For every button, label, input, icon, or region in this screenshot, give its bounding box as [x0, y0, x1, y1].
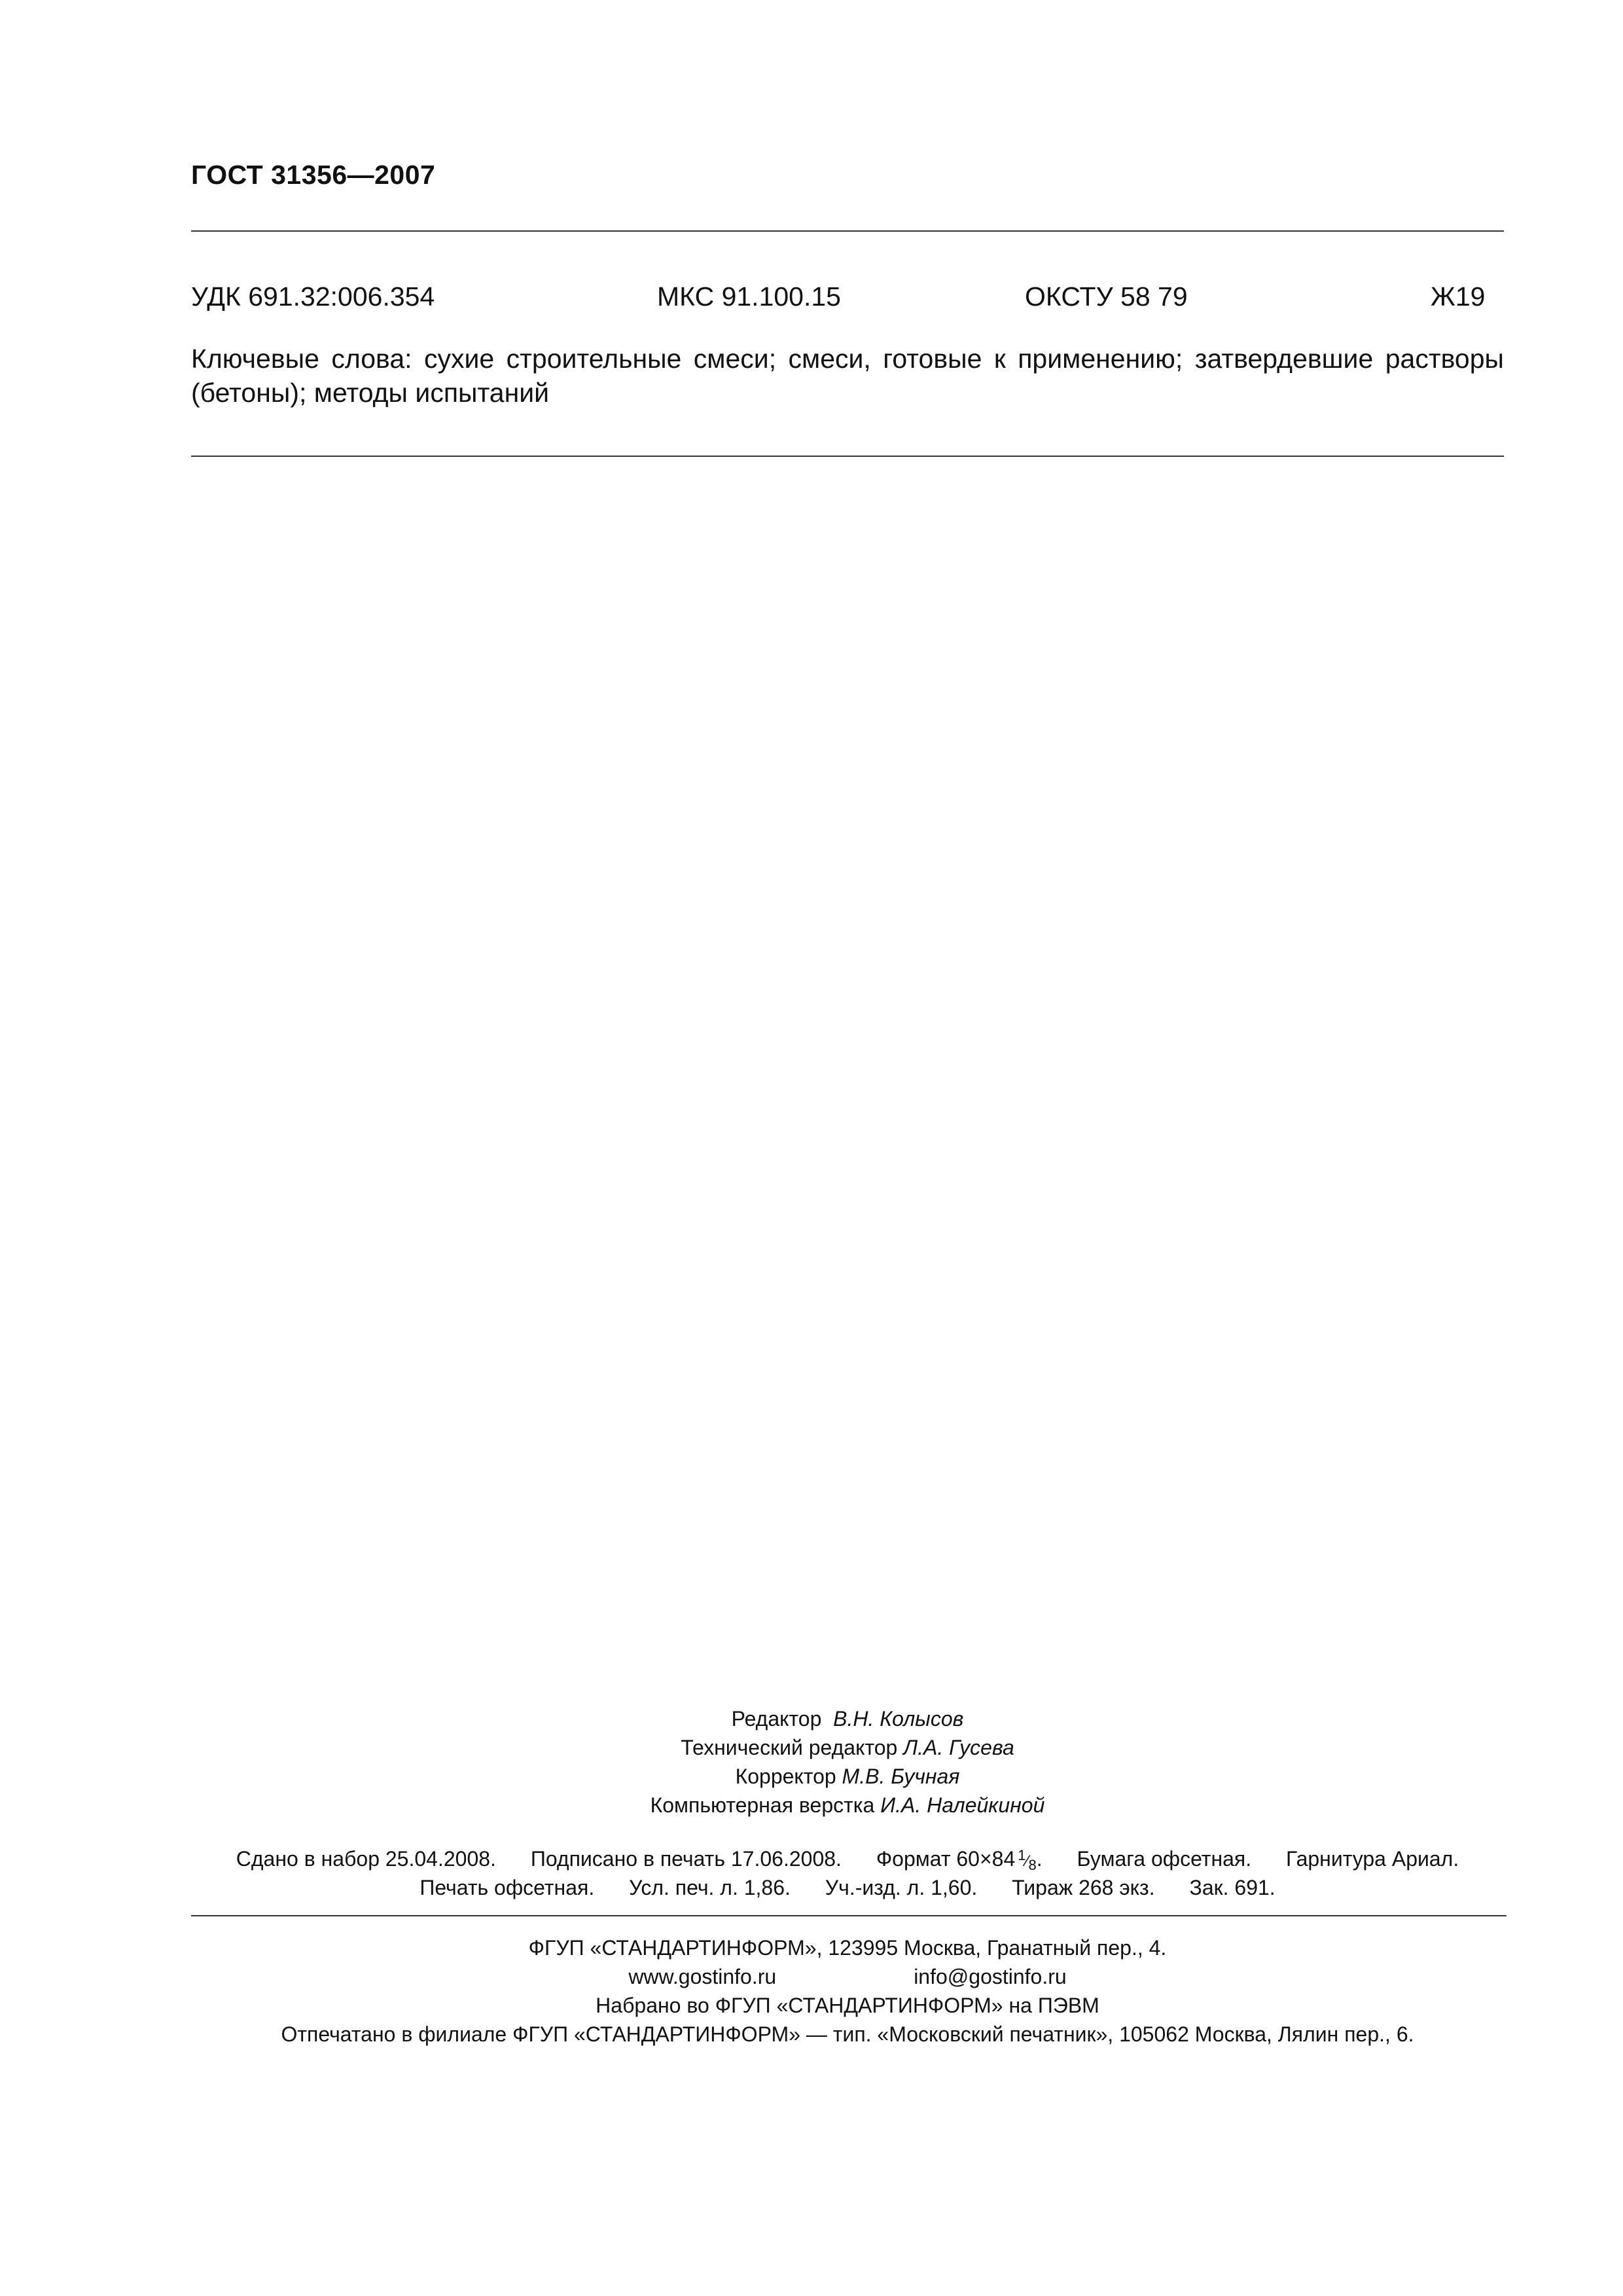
credit-editor [191, 1704, 1504, 1733]
credit-person: Л.А. Гусева [903, 1736, 1014, 1759]
okstu-code: ОКСТУ 58 79 [1025, 281, 1188, 312]
website-link[interactable]: www.gostinfo.ru [628, 1965, 777, 1988]
credit-role: Технический редактор [681, 1736, 898, 1759]
format-numerator: 1 [1018, 1847, 1026, 1864]
paper-info: Бумага офсетная. [1077, 1847, 1252, 1871]
keywords-divider [191, 456, 1504, 457]
credit-role: Компьютерная верстка [650, 1793, 875, 1817]
credits-block [191, 1704, 1504, 1820]
standard-code: ГОСТ 31356—2007 [191, 160, 436, 190]
publisher-contacts [191, 1965, 1504, 1989]
publisher-address: ФГУП «СТАНДАРТИНФОРМ», 123995 Москва, Гранатный пер., 4. [528, 1936, 1167, 1960]
credit-person: И.А. Налейкиной [880, 1793, 1045, 1817]
credit-layout [191, 1791, 1504, 1820]
print-info-line-2 [191, 1876, 1504, 1900]
email-link[interactable]: info@gostinfo.ru [914, 1965, 1067, 1988]
credit-person: М.В. Бучная [842, 1765, 960, 1788]
typeface-info: Гарнитура Ариал. [1286, 1847, 1459, 1871]
footer-divider [191, 1915, 1507, 1916]
udk-code: УДК 691.32:006.354 [191, 281, 435, 312]
signed-date: Подписано в печать 17.06.2008. [530, 1847, 842, 1871]
credit-tech-editor [191, 1733, 1504, 1762]
uch-izd: Уч.-изд. л. 1,60. [825, 1876, 978, 1899]
credit-person: В.Н. Колысов [833, 1707, 964, 1731]
format-denominator: 8 [1028, 1856, 1037, 1873]
print-info-line-1 [191, 1847, 1504, 1873]
printed-info: Отпечатано в филиале ФГУП «СТАНДАРТИНФОРМ» — тип. «Московский печатник», 105062 Москва, Лялин пер., 6. [281, 2022, 1414, 2046]
submitted-date: Сдано в набор 25.04.2008. [236, 1847, 496, 1871]
mks-code: МКС 91.100.15 [657, 281, 841, 312]
group-code: Ж19 [1431, 281, 1486, 312]
typeset-info: Набрано во ФГУП «СТАНДАРТИНФОРМ» на ПЭВМ [596, 1994, 1099, 2017]
credit-role: Редактор [731, 1707, 822, 1731]
credit-proofreader [191, 1762, 1504, 1791]
format-info: Формат 60×84 $^1⁄_8$. [876, 1847, 1043, 1873]
order-number: Зак. 691. [1189, 1876, 1275, 1899]
tirazh: Тираж 268 экз. [1012, 1876, 1155, 1899]
credit-role: Корректор [735, 1765, 836, 1788]
printing-type: Печать офсетная. [419, 1876, 595, 1899]
header-divider [191, 230, 1504, 232]
usl-pech: Усл. печ. л. 1,86. [629, 1876, 791, 1899]
keywords-text: Ключевые слова: сухие строительные смеси; смеси, готовые к применению; затвердевшие растворы (бетоны); методы испытаний [191, 344, 1504, 408]
